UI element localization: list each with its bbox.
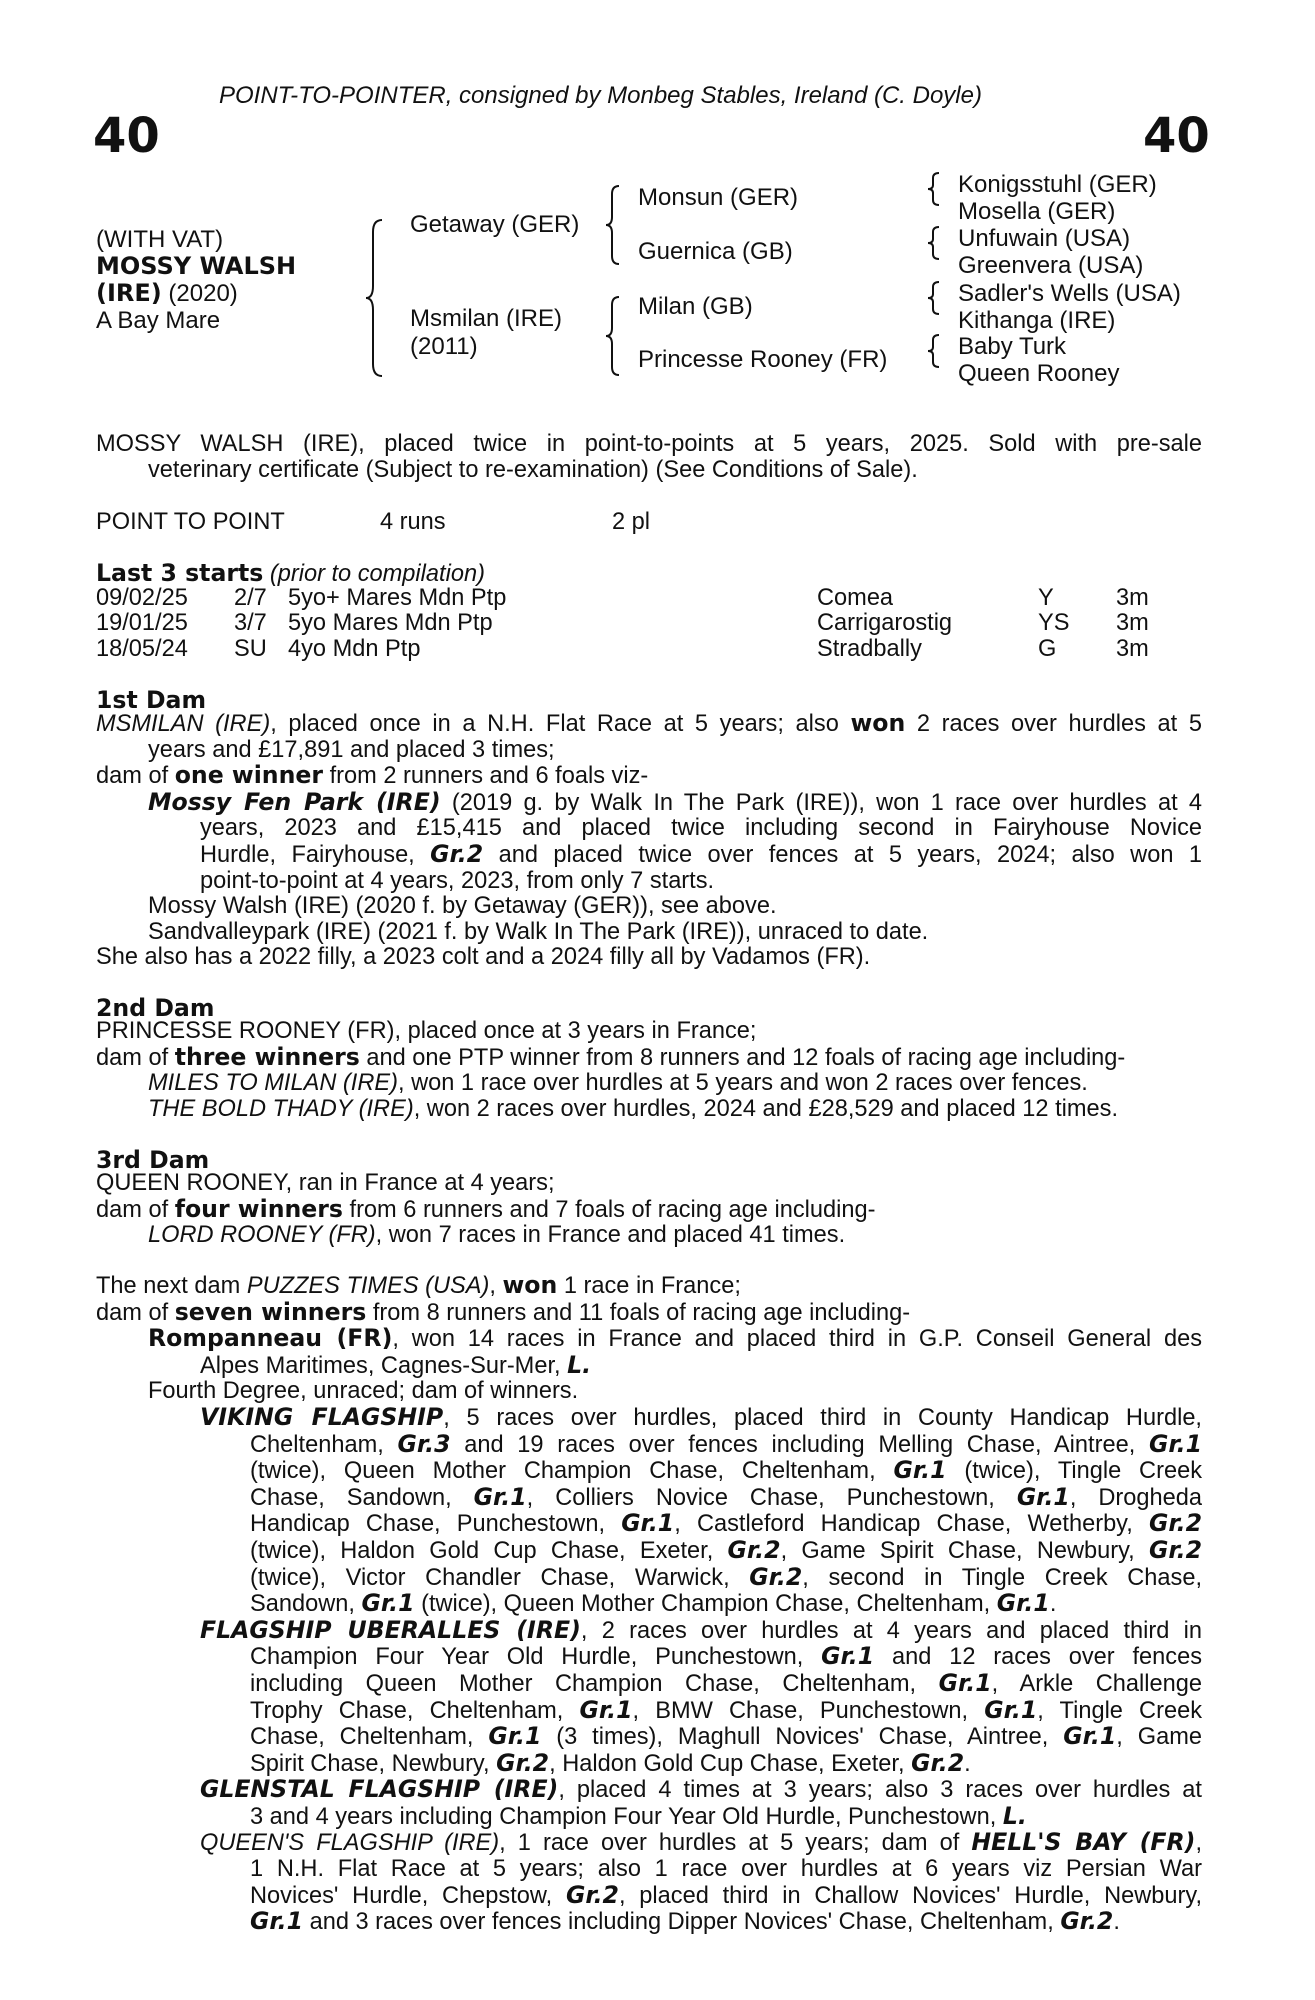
progeny-name: LORD ROONEY (FR) — [148, 1222, 376, 1249]
pedigree-sire: Getaway (GER) — [410, 211, 580, 238]
pedigree-dam-year: (2011) — [410, 333, 478, 360]
first-dam-line: years, 2023 and £15,415 and placed twice including second in Fairyhouse Novice — [200, 815, 1202, 842]
grade-label: Gr.2 — [1060, 1907, 1114, 1936]
start-course: Carrigarostig — [817, 610, 953, 636]
progeny-name: Mossy Fen Park (IRE) — [148, 787, 441, 816]
grade-label: Gr.1 — [361, 1589, 415, 1618]
start-distance: 3m — [1116, 610, 1149, 636]
viking-flagship-line — [96, 1482, 1202, 1512]
glenstal-flagship-line — [96, 1801, 1202, 1831]
grade-label: Gr.1 — [621, 1509, 675, 1538]
won-emphasis: won — [850, 709, 906, 737]
progeny-name: THE BOLD THADY (IRE) — [148, 1095, 414, 1122]
pedigree-dam-dam: Princesse Rooney (FR) — [638, 346, 888, 373]
text-run: , won 7 races in France and placed 41 times. — [375, 1222, 846, 1249]
start-date: 19/01/25 — [96, 610, 188, 636]
start-date: 09/02/25 — [96, 585, 188, 611]
pedigree-g4-8: Queen Rooney — [958, 360, 1120, 387]
text-run: , Colliers Novice Chase, Punchestown, — [526, 1484, 1017, 1511]
glenstal-flagship-line — [96, 1777, 1202, 1804]
text-run: , placed third in Challow Novices' Hurdle, Newbury, — [618, 1882, 1203, 1909]
text-run: Sandown, — [250, 1591, 362, 1618]
pedigree-sire-sire: Monsun (GER) — [638, 184, 799, 211]
second-dam-heading: 2nd Dam — [96, 994, 215, 1022]
viking-flagship-line — [96, 1429, 1202, 1459]
pedigree-bracket-g4-1 — [926, 171, 944, 207]
horse-name: MOSSY WALSH — [96, 252, 297, 280]
first-dam-line — [96, 763, 1202, 790]
text-run: , — [1195, 1830, 1203, 1857]
page-header: POINT-TO-POINTER, consigned by Monbeg Stables, Ireland (C. Doyle) — [219, 82, 982, 109]
start-position: 2/7 — [234, 585, 267, 611]
pedigree-sire-dam: Guernica (GB) — [638, 238, 793, 265]
pedigree-bracket-g4-3 — [926, 280, 944, 316]
grade-label: Gr.2 — [565, 1880, 619, 1909]
text-run: and one PTP winner from 8 runners and 12 foals of racing age including- — [359, 1044, 1126, 1071]
horse-origin-line — [96, 280, 238, 307]
text-run: , Game — [1116, 1724, 1202, 1751]
second-dam-line — [96, 1071, 1202, 1097]
progeny-name: MILES TO MILAN (IRE) — [148, 1070, 398, 1097]
start-course: Comea — [817, 585, 894, 611]
viking-flagship-line — [96, 1511, 1202, 1538]
text-run: Novices' Hurdle, Chepstow, — [250, 1882, 566, 1909]
record-runs: 4 runs — [380, 509, 446, 535]
grade-label: L. — [567, 1350, 592, 1379]
next-dam-line — [96, 1297, 1202, 1327]
start-position: SU — [234, 636, 267, 662]
next-dam-line: Fourth Degree, unraced; dam of winners. — [148, 1378, 579, 1405]
text-run: (twice), Queen Mother Champion Chase, Cheltenham, — [414, 1591, 997, 1618]
text-run: and 12 races over fences — [874, 1644, 1202, 1671]
text-run: Trophy Chase, Cheltenham, — [250, 1697, 580, 1724]
text-run: , second in Tingle Creek Chase, — [802, 1564, 1202, 1591]
grade-label: Gr.1 — [1016, 1482, 1070, 1511]
flagship-uberalles-line — [96, 1615, 1202, 1645]
pedigree-bracket-sire — [604, 184, 624, 266]
text-run: from 8 runners and 11 foals of racing age including- — [366, 1299, 911, 1326]
first-dam-paragraph — [96, 711, 1202, 971]
grade-label: Gr.1 — [1148, 1429, 1202, 1458]
first-dam-line — [96, 787, 1202, 817]
second-dam-line — [96, 1097, 1202, 1123]
text-run: . — [964, 1750, 971, 1777]
second-dam-line: PRINCESSE ROONEY (FR), placed once at 3 years in France; — [96, 1018, 757, 1044]
queens-flagship-line: 1 N.H. Flat Race at 5 years; also 1 race over hurdles at 6 years viz Persian War — [250, 1856, 1202, 1883]
text-run: , won 2 races over hurdles, 2024 and £28,529 and placed 12 times. — [413, 1095, 1119, 1122]
summary-line-2: veterinary certificate (Subject to re-examination) (See Conditions of Sale). — [148, 456, 918, 483]
third-dam-paragraph — [96, 1171, 1202, 1249]
progeny-name: FLAGSHIP UBERALLES (IRE) — [200, 1615, 581, 1644]
start-race: 4yo Mdn Ptp — [288, 636, 421, 662]
next-dam-paragraph — [96, 1273, 1202, 1936]
first-dam-line: Sandvalleypark (IRE) (2021 f. by Walk In The Park (IRE)), unraced to date. — [148, 918, 929, 945]
progeny-name: QUEEN'S FLAGSHIP (IRE) — [200, 1830, 500, 1857]
grade-label: Gr.1 — [938, 1668, 992, 1697]
text-run: , Arkle Challenge — [991, 1670, 1202, 1697]
text-run: 3 and 4 years including Champion Four Year Old Hurdle, Punchestown, — [250, 1803, 1003, 1830]
flagship-uberalles-line — [96, 1695, 1202, 1725]
pedigree-dam: Msmilan (IRE) — [410, 305, 563, 332]
pedigree-g4-2: Mosella (GER) — [958, 198, 1116, 225]
text-run: , — [489, 1273, 503, 1299]
winners-count: one winner — [174, 761, 324, 790]
vat-note: (WITH VAT) — [96, 226, 224, 253]
text-run: including Queen Mother Champion Chase, Cheltenham, — [250, 1670, 939, 1697]
start-race: 5yo Mares Mdn Ptp — [288, 610, 493, 636]
text-run: , placed once in a N.H. Flat Race at 5 years; also — [270, 711, 851, 737]
winners-count: four winners — [174, 1194, 343, 1223]
text-run: (2019 g. by Walk In The Park (IRE)), won 1 race over hurdles at 4 — [440, 789, 1202, 816]
winners-count: seven winners — [174, 1297, 367, 1326]
first-dam-line: She also has a 2022 filly, a 2023 colt and a 2024 filly all by Vadamos (FR). — [96, 944, 871, 971]
grade-label: Gr.2 — [496, 1748, 550, 1777]
grade-label: L. — [1002, 1801, 1027, 1830]
text-run: , won 1 race over hurdles at 5 years and won 2 races over fences. — [397, 1070, 1088, 1097]
progeny-name: Rompanneau (FR) — [148, 1324, 393, 1353]
grade-label: Gr.1 — [984, 1695, 1038, 1724]
text-run: 1 race in France; — [557, 1273, 741, 1299]
text-run: (3 times), Maghull Novices' Chase, Aintree, — [541, 1724, 1064, 1751]
start-race: 5yo+ Mares Mdn Ptp — [288, 585, 507, 611]
grade-label: Gr.1 — [821, 1642, 875, 1671]
grade-label: Gr.1 — [488, 1722, 542, 1751]
text-run: and 19 races over fences including Melling Chase, Aintree, — [450, 1431, 1149, 1458]
record-placed: 2 pl — [612, 509, 651, 535]
text-run: , Haldon Gold Cup Chase, Exeter, — [549, 1750, 912, 1777]
first-dam-line: years and £17,891 and placed 3 times; — [148, 736, 555, 763]
viking-flagship-line — [96, 1535, 1202, 1565]
start-distance: 3m — [1116, 585, 1149, 611]
second-dam-line — [96, 1042, 1202, 1072]
text-run: , Castleford Handicap Chase, Wetherby, — [674, 1511, 1149, 1538]
start-distance: 3m — [1116, 636, 1149, 662]
lot-number-right: 40 — [1143, 108, 1210, 164]
grade-label: Gr.2 — [1148, 1535, 1202, 1564]
grade-label: Gr.1 — [579, 1695, 633, 1724]
third-dam-line: QUEEN ROONEY, ran in France at 4 years; — [96, 1170, 555, 1196]
summary-paragraph — [96, 432, 1202, 483]
viking-flagship-line — [96, 1591, 1202, 1618]
text-run: dam of — [96, 1044, 175, 1071]
grade-label: Gr.1 — [996, 1589, 1050, 1618]
grade-label: Gr.3 — [397, 1429, 451, 1458]
text-run: , Drogheda — [1069, 1484, 1202, 1511]
text-run: , BMW Chase, Punchestown, — [632, 1697, 985, 1724]
pedigree-g4-1: Konigsstuhl (GER) — [958, 171, 1157, 198]
first-dam-line — [96, 711, 1202, 738]
first-dam-heading: 1st Dam — [96, 686, 207, 714]
progeny-name: VIKING FLAGSHIP — [200, 1402, 444, 1431]
text-run: (twice), Victor Chandler Chase, Warwick, — [250, 1564, 750, 1591]
pedigree-g4-3: Unfuwain (USA) — [958, 225, 1131, 252]
text-run: Chase, Sandown, — [250, 1484, 474, 1511]
first-dam-line: Mossy Walsh (IRE) (2020 f. by Getaway (GER)), see above. — [148, 893, 777, 920]
start-going: G — [1038, 636, 1057, 662]
text-run: , won 14 races in France and placed third in G.P. Conseil General des — [392, 1326, 1202, 1353]
text-run: , Game Spirit Chase, Newbury, — [780, 1537, 1149, 1564]
start-going: YS — [1038, 610, 1070, 636]
winners-count: three winners — [174, 1042, 360, 1071]
grade-label: Gr.1 — [473, 1482, 527, 1511]
queens-flagship-line — [96, 1880, 1203, 1910]
progeny-name: GLENSTAL FLAGSHIP (IRE) — [200, 1775, 559, 1804]
viking-flagship-line — [96, 1458, 1202, 1485]
grade-label: Gr.1 — [893, 1456, 947, 1485]
text-run: (twice), Haldon Gold Cup Chase, Exeter, — [250, 1537, 728, 1564]
last-starts-note: (prior to compilation) — [269, 561, 485, 587]
grade-label: Gr.2 — [727, 1535, 781, 1564]
text-run: , 1 race over hurdles at 5 years; dam of — [499, 1830, 972, 1857]
won-emphasis: won — [502, 1271, 558, 1299]
text-run: (twice), Queen Mother Champion Chase, Cheltenham, — [250, 1458, 894, 1485]
text-run: Cheltenham, — [250, 1431, 398, 1458]
first-dam-line: point-to-point at 4 years, 2023, from only 7 starts. — [200, 867, 715, 894]
flagship-uberalles-line — [96, 1748, 1202, 1778]
progeny-name: HELL'S BAY (FR) — [971, 1828, 1196, 1857]
grade-label: Gr.2 — [749, 1562, 803, 1591]
dam-name: MSMILAN (IRE) — [96, 711, 271, 737]
summary-line-1: MOSSY WALSH (IRE), placed twice in point-to-points at 5 years, 2025. Sold with pre-sale — [96, 431, 1202, 457]
pedigree-bracket-main — [364, 218, 388, 378]
grade-label: Gr.1 — [1063, 1722, 1117, 1751]
text-run: , 5 races over hurdles, placed third in County Handicap Hurdle, — [443, 1404, 1202, 1431]
horse-description: A Bay Mare — [96, 307, 221, 334]
third-dam-heading: 3rd Dam — [96, 1146, 210, 1174]
text-run: Hurdle, Fairyhouse, — [200, 841, 431, 868]
grade-label: Gr.2 — [1148, 1509, 1202, 1538]
pedigree-g4-7: Baby Turk — [958, 333, 1067, 360]
start-course: Stradbally — [817, 636, 922, 662]
lot-number-left: 40 — [93, 108, 160, 164]
text-run: and placed twice over fences at 5 years, 2024; also won 1 — [483, 841, 1202, 868]
horse-year: (2020) — [168, 280, 238, 307]
text-run: Handicap Chase, Punchestown, — [250, 1511, 622, 1538]
second-dam-paragraph — [96, 1019, 1202, 1122]
horse-origin: (IRE) — [96, 279, 162, 307]
first-dam-line — [96, 839, 1202, 869]
queens-flagship-line — [96, 1909, 1202, 1936]
pedigree-bracket-g4-4 — [926, 333, 944, 369]
last-starts-title: Last 3 starts — [96, 559, 264, 587]
third-dam-line — [96, 1223, 1202, 1249]
third-dam-line — [96, 1194, 1202, 1224]
pedigree-bracket-dam — [604, 295, 624, 377]
text-run: , Tingle Creek — [1037, 1697, 1202, 1724]
grade-label: Gr.2 — [430, 839, 484, 868]
pedigree-g4-6: Kithanga (IRE) — [958, 307, 1116, 334]
text-run: from 6 runners and 7 foals of racing age including- — [342, 1196, 876, 1223]
viking-flagship-line — [96, 1562, 1202, 1592]
text-run: . — [1113, 1909, 1120, 1936]
start-position: 3/7 — [234, 610, 267, 636]
flagship-uberalles-line — [96, 1724, 1202, 1751]
next-dam-line — [96, 1350, 1202, 1380]
start-date: 18/05/24 — [96, 636, 188, 662]
text-run: Champion Four Year Old Hurdle, Punchestown, — [250, 1644, 822, 1671]
text-run: dam of — [96, 763, 175, 790]
dam-name: PUZZES TIMES (USA) — [246, 1273, 490, 1299]
next-dam-line — [96, 1273, 1202, 1300]
grade-label: Gr.2 — [911, 1748, 965, 1777]
last-starts-heading — [96, 559, 485, 588]
text-run: . — [1049, 1591, 1057, 1618]
text-run: Spirit Chase, Newbury, — [250, 1750, 497, 1777]
flagship-uberalles-line — [96, 1668, 1202, 1698]
queens-flagship-line — [96, 1830, 1202, 1857]
viking-flagship-line — [96, 1402, 1202, 1432]
pedigree-g4-4: Greenvera (USA) — [958, 252, 1144, 279]
text-run: and 3 races over fences including Dipper Novices' Chase, Cheltenham, — [303, 1909, 1061, 1936]
text-run: Chase, Cheltenham, — [250, 1724, 489, 1751]
record-label: POINT TO POINT — [96, 509, 285, 535]
text-run: from 2 runners and 6 foals viz- — [323, 763, 649, 790]
text-run: 2 races over hurdles at 5 — [905, 711, 1202, 737]
text-run: The next dam — [96, 1273, 247, 1299]
pedigree-g4-5: Sadler's Wells (USA) — [958, 280, 1181, 307]
text-run: dam of — [96, 1196, 175, 1223]
text-run: (twice), Tingle Creek — [946, 1458, 1202, 1485]
text-run: , placed 4 times at 3 years; also 3 races over hurdles at — [558, 1777, 1202, 1804]
grade-label: Gr.1 — [250, 1907, 304, 1936]
text-run: , 2 races over hurdles at 4 years and placed third in — [580, 1617, 1202, 1644]
start-going: Y — [1038, 585, 1054, 611]
next-dam-line — [96, 1326, 1202, 1353]
text-run: dam of — [96, 1299, 175, 1326]
text-run: Alpes Maritimes, Cagnes-Sur-Mer, — [200, 1352, 568, 1379]
pedigree-bracket-g4-2 — [926, 225, 944, 261]
flagship-uberalles-line — [96, 1644, 1202, 1671]
pedigree-dam-sire: Milan (GB) — [638, 293, 753, 320]
